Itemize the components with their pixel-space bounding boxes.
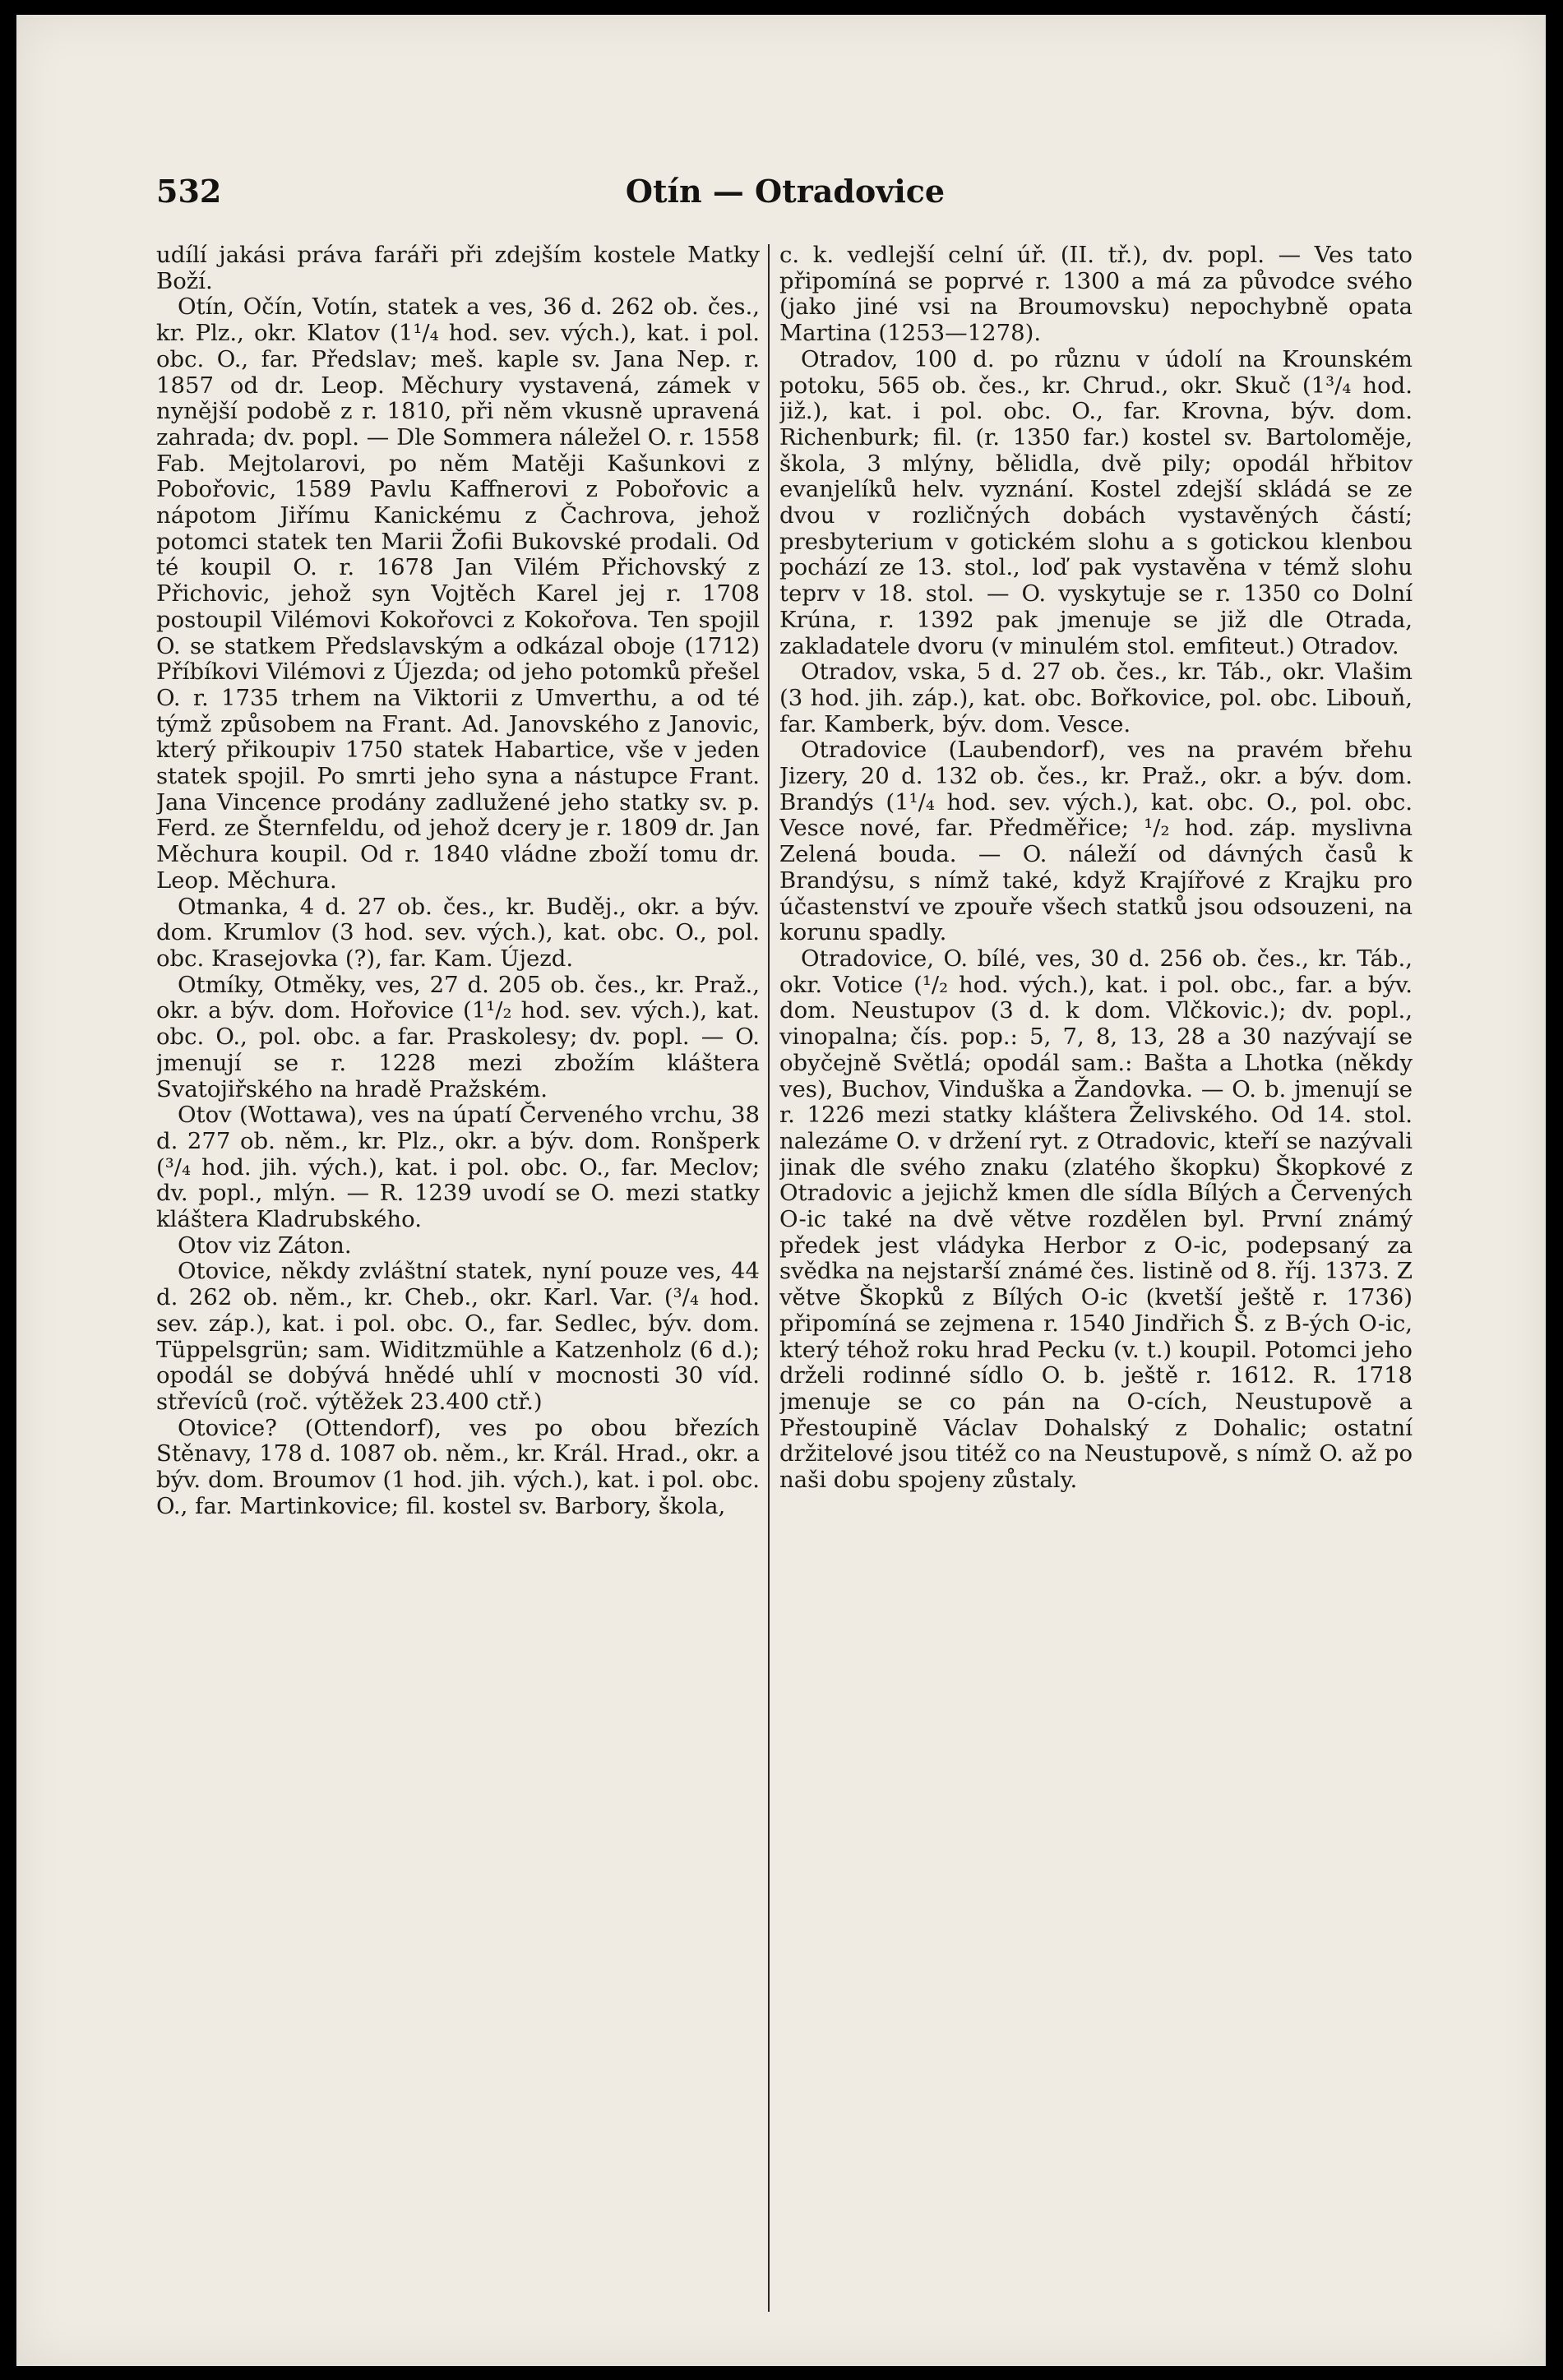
- page: [16, 15, 1546, 2366]
- entry-otradovice: Otradovice (Laubendorf), ves na pravém břehu Jizery, 20 d. 132 ob. čes., kr. Praž., okr. a býv. dom. Brandýs (1¹/₄ hod. sev. vých.), kat. obc. O., pol. obc. Vesce nové, far. Předměřice; ¹/₂ hod. záp. myslivna Zelená bouda. — O. náleží od dávných časů k Brandýsu, s nímž také, když Krajířové z Krajku pro účastenství ve zpouře všech statků jsou odsouzeni, na korunu spadly.: [779, 737, 1413, 946]
- left-column: [156, 243, 760, 2314]
- page-title: Otín — Otradovice: [625, 173, 946, 210]
- right-column: [779, 243, 1413, 2314]
- entry-otov: Otov (Wottawa), ves na úpatí Červeného vrchu, 38 d. 277 ob. něm., kr. Plz., okr. a býv. dom. Ronšperk (³/₄ hod. jih. vých.), kat. i pol. obc. O., far. Meclov; dv. popl., mlýn. — R. 1239 uvodí se O. mezi statky kláštera Kladrubského.: [156, 1102, 760, 1233]
- entry-otovice-broumov: Otovice? (Ottendorf), ves po obou březích Stěnavy, 178 d. 1087 ob. něm., kr. Král. Hrad., okr. a býv. dom. Broumov (1 hod. jih. vých.), kat. i pol. obc. O., far. Martinkovice; fil. kostel sv. Barbory, škola,: [156, 1414, 760, 1519]
- entry-otov-viz: Otov viz Záton.: [178, 1232, 352, 1259]
- entry-continuation: c. k. vedlejší celní úř. (II. tř.), dv. popl. — Ves tato připomíná se poprvé r. 1300 a má za původce svého (jako jiné vsi na Broumovsku) nepochybně opata Martina (1253—1278).: [779, 243, 1413, 347]
- entry-otradovice-bile: Otradovice, O. bílé, ves, 30 d. 256 ob. čes., kr. Táb., okr. Votice (¹/₂ hod. vých.), kat. i pol. obc., far. a býv. dom. Neustupov (3 d. k dom. Vlčkovic.); dv. popl., vinopalna; čís. pop.: 5, 7, 8, 13, 28 a 30 nazývají se obyčejně Světlá; opodál sam.: Bašta a Lhotka (někdy ves), Buchov, Vinduška a Žandovka. — O. b. jmenují se r. 1226 mezi statky kláštera Želivského. Od 14. stol. nalezáme O. v držení ryt. z Otradovic, kteří se nazývali jinak dle svého znaku (zlatého škopku) Škopkové z Otradovic a jejichž kmen dle sídla Bílých a Červených O-ic také na dvě větve rozdělen byl. První známý předek jest vládyka Herbor z O-ic, podepsaný za svědka na nejstarší známé čes. listině od 8. říj. 1373. Z větve Škopků z Bílých O-ic (kvetší ještě r. 1736) připomíná se zejmena r. 1540 Jindřich Š. z B-ých O-ic, který téhož roku hrad Pecku (v. t.) koupil. Potomci jeho drželi rodinné sídlo O. b. ještě r. 1612. R. 1718 jmenuje se co pán na O-cích, Neustupově a Přestoupině Václav Dohalský z Dohalic; ostatní držitelové jsou titéž co na Neustupově, s nímž O. až po naši dobu spojeny zůstaly.: [779, 945, 1413, 1494]
- entry-otmanka: Otmanka, 4 d. 27 ob. čes., kr. Buděj., okr. a býv. dom. Krumlov (3 hod. sev. vých.), kat. obc. O., pol. obc. Krasejovka (?), far. Kam. Újezd.: [156, 893, 760, 972]
- running-head: [156, 173, 1414, 214]
- column-divider: [768, 244, 770, 2312]
- entry-otmiky: Otmíky, Otměky, ves, 27 d. 205 ob. čes., kr. Praž., okr. a býv. dom. Hořovice (1¹/₂ hod. sev. vých.), kat. obc. O., pol. obc. a far. Praskolesy; dv. popl. — O. jmenují se r. 1228 mezi zbožím kláštera Svatojiřského na hradě Pražském.: [156, 971, 760, 1102]
- entry-otradov: Otradov, 100 d. po různu v údolí na Krounském potoku, 565 ob. čes., kr. Chrud., okr. Skuč (1³/₄ hod. již.), kat. i pol. obc. O., far. Krovna, býv. dom. Richenburk; fil. (r. 1350 far.) kostel sv. Bartoloměje, škola, 3 mlýny, bělidla, dvě pily; opodál hřbitov evanjelíků helv. vyznání. Kostel zdejší skládá se ze dvou v rozličných dobách vystavěných částí; presbyterium v gotickém slohu a s gotickou klenbou pochází ze 13. stol., loď pak vystavěna v témž slohu teprv v 18. stol. — O. vyskytuje se r. 1350 co Dolní Krúna, r. 1392 pak jmenuje se již dle Otrada, zakladatele dvoru (v minulém stol. emfiteut.) Otradov.: [779, 345, 1413, 659]
- entry-otin: Otín, Očín, Votín, statek a ves, 36 d. 262 ob. čes., kr. Plz., okr. Klatov (1¹/₄ hod. sev. vých.), kat. i pol. obc. O., far. Předslav; meš. kaple sv. Jana Nep. r. 1857 od dr. Leop. Měchury vystavená, zámek v nynější podobě z r. 1810, při něm vkusně upravená zahrada; dv. popl. — Dle Sommera náležel O. r. 1558 Fab. Mejtolarovi, po něm Matěji Kašunkovi z Pobořovic, 1589 Pavlu Kaffnerovi z Pobořovic a nápotom Jiřímu Kanickému z Čachrova, jehož potomci statek ten Marii Žofii Bukovské prodali. Od té koupil O. r. 1678 Jan Vilém Přichovský z Přichovic, jehož syn Vojtěch Karel jej r. 1708 postoupil Vilémovi Kokořovci z Kokořova. Ten spojil O. se statkem Předslavským a odkázal oboje (1712) Příbíkovi Vilémovi z Újezda; od jeho potomků přešel O. r. 1735 trhem na Viktorii z Umverthu, a od té týmž způsobem na Frant. Ad. Janovského z Janovic, který přikoupiv 1750 statek Habartice, vše v jeden statek spojil. Po smrti jeho syna a nástupce Frant. Jana Vincence prodány zadlužené jeho statky sv. p. Ferd. ze Šternfeldu, od jehož dcery je r. 1809 dr. Jan Měchura koupil. Od r. 1840 vládne zboží tomu dr. Leop. Měchura.: [156, 293, 760, 894]
- entry-otovice: Otovice, někdy zvláštní statek, nyní pouze ves, 44 d. 262 ob. něm., kr. Cheb., okr. Karl. Var. (³/₄ hod. sev. záp.), kat. i pol. obc. O., far. Sedlec, býv. dom. Tüppelsgrün; sam. Widitzmühle a Katzenholz (6 d.); opodál se dobývá hnědé uhlí v mocnosti 30 víd. střevíců (roč. výtěžek 23.400 ctř.): [156, 1258, 760, 1415]
- entry-continuation: udílí jakási práva faráři při zdejším kostele Matky Boží.: [156, 243, 760, 294]
- page-number: 532: [156, 173, 222, 210]
- entry-otradov-vska: Otradov, vska, 5 d. 27 ob. čes., kr. Táb., okr. Vlašim (3 hod. jih. záp.), kat. obc. Bořkovice, pol. obc. Libouň, far. Kamberk, býv. dom. Vesce.: [779, 659, 1413, 737]
